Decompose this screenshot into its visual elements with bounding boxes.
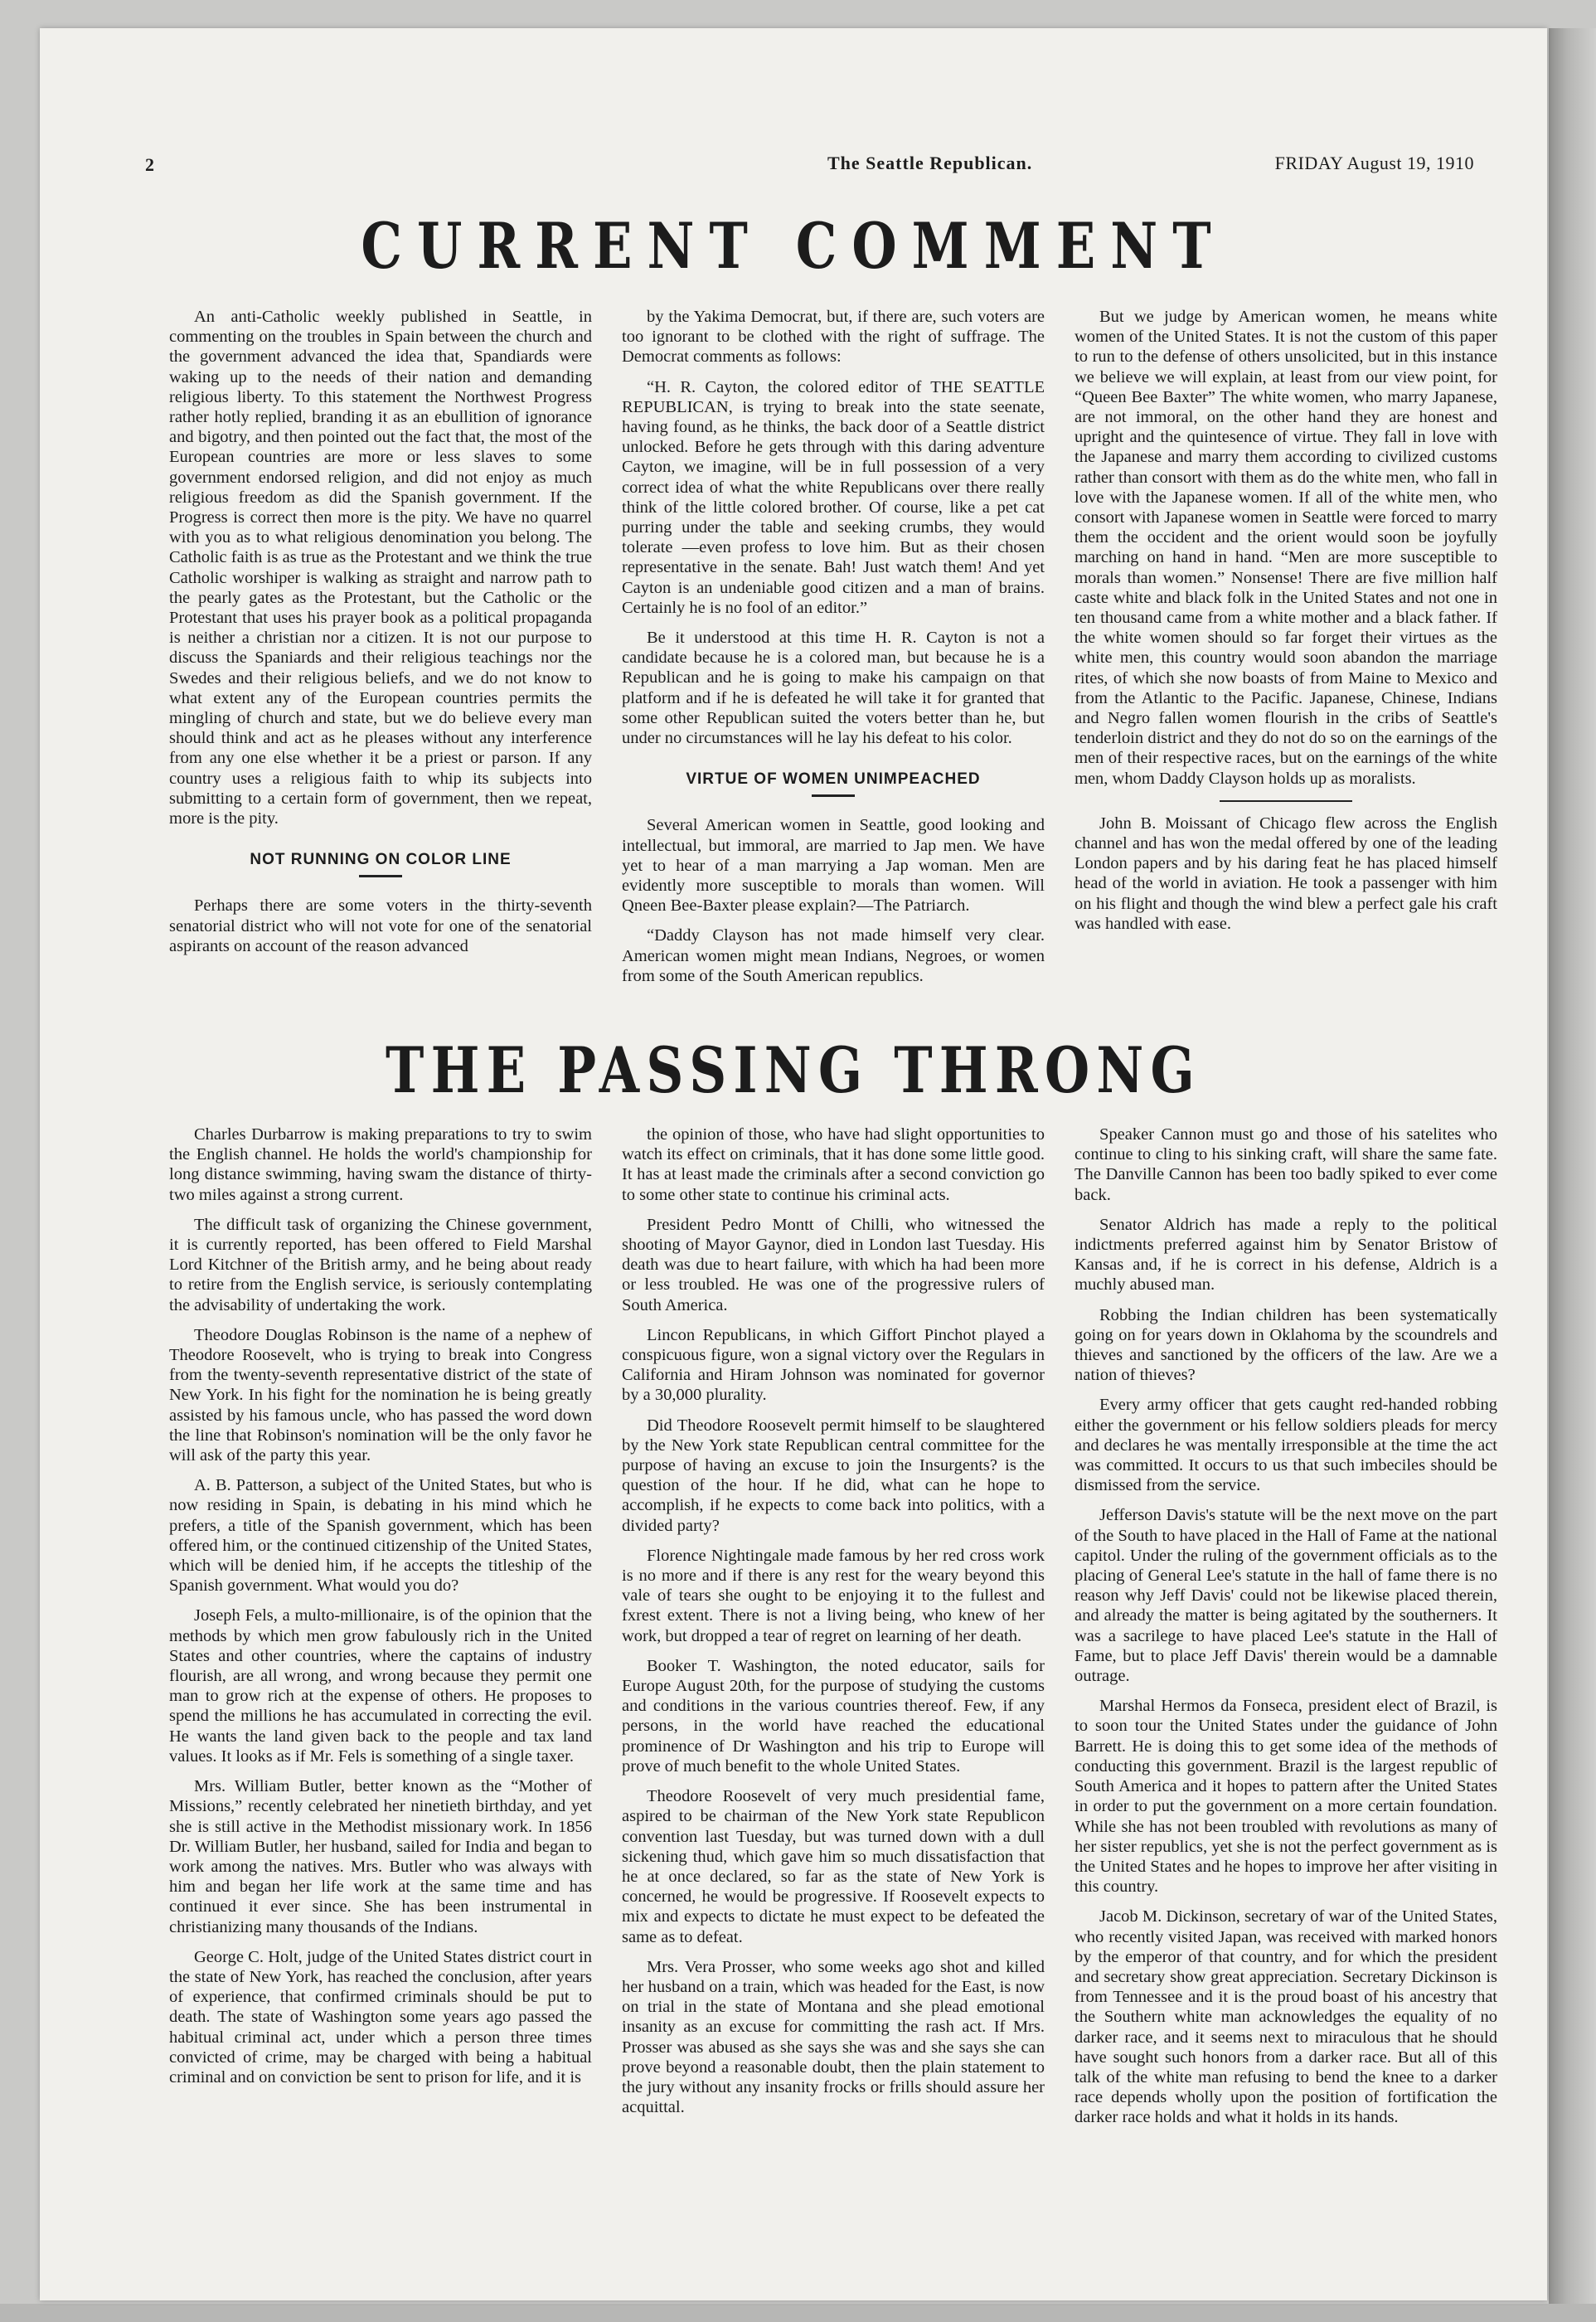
divider-rule [1220, 800, 1352, 802]
paragraph: Robbing the Indian children has been systematically going on for years down in Oklahoma by the scoundrels and thieves and sanctioned by the officers of the law. Are we a nation of thieves? [1075, 1305, 1497, 1385]
passing-throng-column-2 [622, 1125, 1045, 2127]
paragraph: Florence Nightingale made famous by her red cross work is no more and if there is any rest for the weary beyond this vale of tears she ought to be enjoying it to the fullest and fxrest extent. There is not a living being, who knew of her work, but dropped a tear of regret on learning of her death. [622, 1546, 1045, 1645]
paragraph: Mrs. Vera Prosser, who some weeks ago shot and killed her husband on a train, which was headed for the East, is now on trial in the state of Montana and she plead emotional insanity as an excuse for committing the rash act. If Mrs. Prosser was abused as she says she was and she says she can prove beyond a reasonable doubt, then the plain statement to the jury without any insanity frocks or frills should assure her acquittal. [622, 1957, 1045, 2117]
paragraph: President Pedro Montt of Chilli, who witnessed the shooting of Mayor Gaynor, died in London last Tuesday. His death was due to heart failure, with which ha had been more or less troubled. He was one of the progressive rulers of South America. [622, 1215, 1045, 1314]
paragraph: George C. Holt, judge of the United States district court in the state of New York, has reached the conclusion, after years of experience, that confirmed criminals should be put to death. The state of Washington some years ago passed the habitual criminal act, under which a person three times convicted of crime, may be charged with being a habitual criminal and on conviction be sent to prison for life, and it is [169, 1947, 592, 2086]
divider [359, 875, 402, 877]
paragraph: Be it understood at this time H. R. Cayton is not a candidate because he is a colored man, but because he is a Republican and he is going to make his campaign on that platform and if he is defeated he will take it for granted that some other Republican suited the voters better than he, but under no circumstances will he lay his defeat to his color. [622, 629, 1045, 748]
paragraph: John B. Moissant of Chicago flew across the English channel and has won the medal offered by one of the leading London papers and by his daring feat he has placed himself head of the world in aviation. He took a passenger with him on his flight and though the wind blew a perfect gale his craft was handled with ease. [1075, 814, 1497, 933]
paragraph: Theodore Douglas Robinson is the name of a nephew of Theodore Roosevelt, who is trying to break into Congress from the twenty-seventh representative district of the state of New York. In his fight for the nomination he is being greatly assisted by his famous uncle, who has passed the word down the line that Robinson's nomination will be the only favor he will ask of the party this year. [169, 1325, 592, 1465]
paragraph: Perhaps there are some voters in the thirty-seventh senatorial district who will not vote for one of the senatorial aspirants on account of the reason advanced [169, 896, 592, 955]
passing-throng-column-1 [169, 1125, 592, 2097]
newspaper-page [40, 28, 1547, 2300]
current-comment-column-1 [169, 307, 592, 966]
paragraph: Several American women in Seattle, good looking and intellectual, but immoral, are married to Jap men. We have yet to hear of a man marrying a Jap woman. Men are evidently more susceptible to morals than women. Will Qneen Bee-Baxter please explain?—The Patriarch. [622, 816, 1045, 916]
issue-date: FRIDAY August 19, 1910 [1274, 153, 1474, 173]
paragraph: Did Theodore Roosevelt permit himself to be slaughtered by the New York state Republican central committee for the purpose of having an excuse to join the Insurgents? is the question of the hour. If he did, what can he hope to accomplish, if he expects to come back into politics, with a divided party? [622, 1416, 1045, 1535]
masthead: The Seattle Republican. [827, 153, 1033, 173]
paragraph: But we judge by American women, he means white women of the United States. It is not the custom of this paper to run to the defense of others unsolicited, but in this instance we believe we will explain, at least from our view point, for “Queen Bee Baxter” The white women, who marry Japanese, are not immoral, on the other hand they are honest and upright and the quintesence of virtue. They fall in love with the Japanese and marry them according to civilized customs rather than consort with them as do the white men, who fall in love with the Japanese women. If all of the white men, who consort with Japanese women in Seattle were forced to marry them the occident and the orient would soon be joyfully marching on hand in hand. “Men are more susceptible to morals than women.” Nonsense! There are five million half caste white and black folk in the United States and not one in ten thousand came from a white mother and a black father. If the white women should so far forget their virtues as the white men, this country would soon abandon the marriage rites, of which she now boasts of from Maine to Mexico and from the Atlantic to the Pacific. Japanese, Chinese, Indians and Negro fallen women flourish in the cribs of Seattle's tenderloin district and they do not do so on the earnings of the men of their respective races, but on the earnings of the white men, whom Daddy Clayson holds up as moralists. [1075, 308, 1497, 788]
paragraph: Senator Aldrich has made a reply to the political indictments preferred against him by Senator Bristow of Kansas and, if he is correct in his defense, Aldrich is a muchly abused man. [1075, 1215, 1497, 1295]
paragraph: Theodore Roosevelt of very much presidential fame, aspired to be chairman of the New York state Republicon convention last Tuesday, but was turned down with a dull sickening thud, which gave him so much dissatisfaction that he at once declared, so far as the state of New York is concerned, he would be progressive. If Roosevelt expects to mix and expects to dictate he must expect to be defeated the same as to defeat. [622, 1787, 1045, 1946]
paragraph: Jacob M. Dickinson, secretary of war of the United States, who recently visited Japan, was received with marked honors by the emperor of that country, and for which the president and secretary show great appreciation. Secretary Dickinson is from Tennessee and it is the proud boast of his ancestry that the Southern white man acknowledges the equality of no darker race, and it seems next to miraculous that he should have sought such honors from a darker race. But all of this talk of the white man refusing to bend the knee to a darker race depends wholly upon the position of fortification the darker race holds and what it holds in its hands. [1075, 1907, 1497, 2127]
paragraph: Jefferson Davis's statute will be the next move on the part of the South to have placed in the Hall of Fame at the national capitol. Under the ruling of the government officials as to the placing of General Lee's statute in the hall of fame there is no reason why Jeff Davis' could not be likewise placed therein, and already the matter is being agitated by the southerners. It was a sacrilege to have placed Lee's statute in the Hall of Fame, but to place Jeff Davis' therein would be a damnable outrage. [1075, 1506, 1497, 1686]
passing-throng-column-3 [1075, 1125, 1497, 2138]
paragraph: Mrs. William Butler, better known as the “Mother of Missions,” recently celebrated her ninetieth birthday, and yet she is still active in the Methodist missionary work. In 1856 Dr. William Butler, her husband, sailed for India and began to work among the natives. Mrs. Butler who was always with him and began her life work at the same time and has continued it ever since. She has been instrumental in christianizing many thousands of the Indians. [169, 1777, 592, 1936]
paragraph: “Daddy Clayson has not made himself very clear. American women might mean Indians, Negroes, or women from some of the South American republics. [622, 926, 1045, 985]
paragraph: Joseph Fels, a multo-millionaire, is of the opinion that the methods by which men grow fabulously rich in the United States and other countries, where the captains of industry flourish, are all wrong, and wrong because they permit one man to grow rich at the expense of others. He proposes to spend the millions he has accumulated in correcting the evil. He wants the land given back to the people and tax land values. It looks as if Mr. Fels is something of a single taxer. [169, 1606, 592, 1766]
paragraph: by the Yakima Democrat, but, if there are, such voters are too ignorant to be clothed with the right of suffrage. The Democrat comments as follows: [622, 308, 1045, 367]
current-comment-column-2 [622, 307, 1045, 996]
paragraph: Lincon Republicans, in which Giffort Pinchot played a conspicuous figure, won a signal victory over the Regulars in California and Hiram Johnson was nominated for governor by a 30,000 plurality. [622, 1325, 1045, 1405]
adjacent-page-edge [1549, 28, 1596, 2322]
current-comment-column-3 [1075, 307, 1497, 944]
page-number: 2 [145, 154, 154, 175]
passing-throng-title: THE PASSING THRONG [386, 1033, 1201, 1107]
paragraph: the opinion of those, who have had slight opportunities to watch its effect on criminals, that it has done some little good. It has at least made the criminals after a second conviction go to some other state to continue his criminal acts. [622, 1125, 1045, 1204]
paragraph: “H. R. Cayton, the colored editor of THE SEATTLE REPUBLICAN, is trying to break into the state seenate, having found, as he thinks, the back door of a Seattle district unlocked. Before he gets through with this daring adventure Cayton, we imagine, will be in full possession of a very correct idea of what the white Republicans over there really think of the little colored brother. Of course, like a pet cat purring under the table and seeking crumbs, they would tolerate —even profess to love him. But as their chosen representative in the senate. Bah! Just watch them! And yet Cayton is an undeniable good citizen and a man of brains. Certainly he is no fool of an editor.” [622, 377, 1045, 617]
paragraph: Every army officer that gets caught red-handed robbing either the government or his fellow soldiers pleads for mercy and declares he was mentally irresponsible at the time the act was committed. It occurs to us that such imbeciles should be dismissed from the service. [1075, 1396, 1497, 1495]
subheading-color-line: NOT RUNNING ON COLOR LINE [250, 851, 512, 869]
divider [812, 794, 855, 797]
paragraph: Marshal Hermos da Fonseca, president elect of Brazil, is to soon tour the United States under the guidance of John Barrett. He is doing this to get some idea of the methods of conducting this government. Brazil is the largest republic of South America and it hopes to pattern after the United States in order to put the government on a more certain foundation. While she has not been troubled with revolutions as many of her sister republics, yet she is not the perfect government as is the United States and he hopes to improve her after visiting in this country. [1075, 1697, 1497, 1897]
paragraph: Charles Durbarrow is making preparations to try to swim the English channel. He holds the world's championship for long distance swimming, having swam the distance of thirty-two miles against a strong current. [169, 1125, 592, 1204]
page-header [40, 153, 1547, 186]
paragraph: Speaker Cannon must go and those of his satelites who continue to cling to his sinking craft, will share the same fate. The Danville Cannon has been too badly spiked to ever come back. [1075, 1125, 1497, 1204]
paragraph: The difficult task of organizing the Chinese government, it is currently reported, has been offered to Field Marshal Lord Kitchner of the British army, and he being about ready to retire from the English service, is seriously contemplating the advisability of undertaking the work. [169, 1215, 592, 1314]
subheading-virtue: VIRTUE OF WOMEN UNIMPEACHED [686, 770, 981, 789]
scanner-bed-bottom [0, 2304, 1596, 2322]
paragraph: A. B. Patterson, a subject of the United States, but who is now residing in Spain, is debating in his mind which he prefers, a title of the Spanish government, which has been offered him, or the continued citizenship of the United States, which will be denied him, if he accepts the titleship of the Spanish government. What would you do? [169, 1476, 592, 1596]
paragraph: An anti-Catholic weekly published in Seattle, in commenting on the troubles in Spain between the church and the government advanced the idea that, Spandiards were waking up to the needs of their nation and demanding religious liberty. To this statement the Northwest Progress rather hotly replied, branding it as an ebullition of ignorance and bigotry, and then pointed out the fact that, the most of the European countries are more or less slaves to some government endorsed religion, and did not enjoy as much religious freedom as did the Spanish government. If the Progress is correct then more is the pity. We have no quarrel with you as to what religious denomination you belong. The Catholic faith is as true as the Protestant and we think the true Catholic worshiper is walking as straight and narrow path to the pearly gates as the Protestant, but the Catholic or the Protestant that uses his prayer book as a political propaganda is neither a christian nor a citizen. It is not our purpose to discuss the Spaniards and their religious teachings nor the Swedes and their religious beliefs, and we do not know to what extent any of the European countries permits the mingling of church and state, but we do believe every man should think and act as he pleases without any interference from any one else whether it be a priest or parson. If any country uses a religious faith to whip its subjects into submitting to a certain form of government, then we repeat, more is the pity. [169, 308, 592, 828]
current-comment-title: CURRENT COMMENT [361, 209, 1226, 283]
paragraph: Booker T. Washington, the noted educator, sails for Europe August 20th, for the purpose of studying the customs and conditions in the various countries thereof. Few, if any persons, in the world have reached the educational prominence of Dr Washington and his trip to Europe will prove of much benefit to the whole United States. [622, 1656, 1045, 1776]
